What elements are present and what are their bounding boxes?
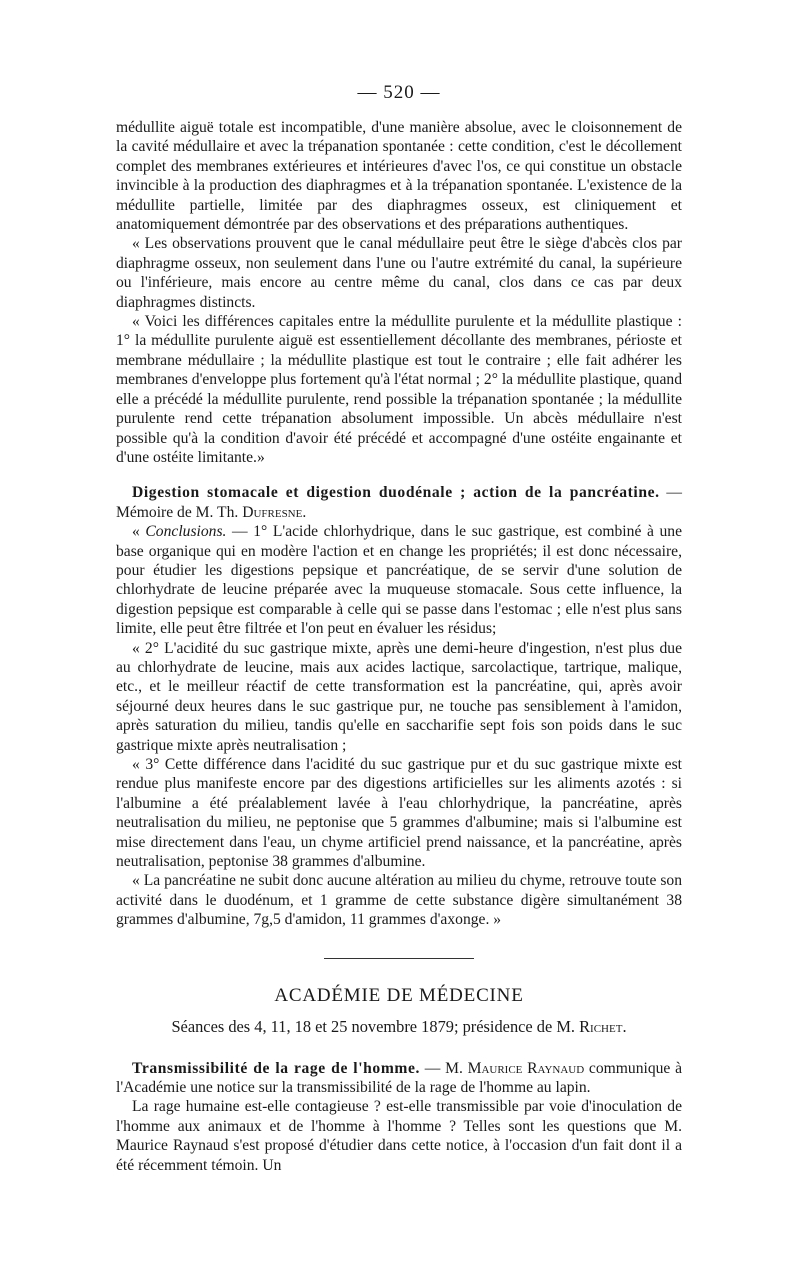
digestion-conclusions	[116, 522, 682, 638]
paragraph: médullite aiguë totale est incompatible, d'une manière absolue, avec le cloisonnement de la cavité médullaire et avec la trépanation spontanée : cette condition, c'est le décollement complet des membranes extérieures et intérieures d'avec l'os, ce qui constitue un obstacle invincible à la production des diaphragmes et à la trépanation spontanée. L'existence de la médullite partielle, limitée par des diaphragmes osseux, est cliniquement et anatomiquement démontrée par des observations et des préparations authentiques.	[116, 119, 682, 234]
digestion-byline-end: .	[302, 503, 307, 521]
section-divider	[324, 958, 474, 959]
rage-article-lead	[116, 1059, 682, 1098]
paragraph: La rage humaine est-elle contagieuse ? est-elle transmissible par voie d'inoculation de l'homme aux animaux et de l'homme à l'homme ? Telles sont les questions que M. Maurice Raynaud s'est proposé d'étudier dans cette notice, à l'occasion d'un fait dont il a été récemment témoin. Un	[116, 1098, 682, 1174]
digestion-byline: — Mémoire de M. Th.	[116, 484, 682, 521]
rage-author: Maurice Raynaud	[467, 1059, 585, 1077]
rage-text: communique à l'Académie une notice sur la transmissibilité de la rage de l'homme au lapin.	[116, 1059, 683, 1097]
rage-article-title: Transmissibilité de la rage de l'homme.	[132, 1059, 421, 1077]
paragraph: « Voici les différences capitales entre la médullite purulente et la médullite plastique : 1° la médullite purulente aiguë est essentiellement décollante des membranes, périoste et membrane médullaire ; la médullite plastique est tout le contraire ; elle fait adhérer les membranes d'enveloppe plus fortement qu'à l'état normal ; 2° la médullite plastique, quand elle a précédé la médullite purulente, rend possible la trépanation spontanée ; la médullite purulente rend cette trépanation absolument impossible. Un abcès médullaire n'est possible qu'à la condition d'avoir été précédé et accompagné d'une ostéite engainante et d'une ostéite limitante.»	[116, 313, 682, 466]
paragraph: « 3° Cette différence dans l'acidité du suc gastrique pur et du suc gastrique mixte est rendue plus manifeste encore par des digestions artificielles sur les aliments azotés : si l'albumine a été préalablement lavée à l'eau chlorhydrique, la pancréatine, après neutralisation du milieu, ne peptonise que 5 grammes d'albumine; mais si l'albumine est mise directement dans l'eau, un chyme artificiel prend naissance, et la pancréatine, après neutralisation, peptonise 38 grammes d'albumine.	[116, 756, 682, 871]
digestion-author: Dufresne	[242, 503, 303, 521]
session-line	[116, 1017, 682, 1037]
section-title: ACADÉMIE DE MÉDECINE	[274, 984, 524, 1006]
conclusions-open-quote: «	[132, 523, 146, 541]
document-page	[116, 82, 682, 1175]
rage-dash: — M.	[420, 1059, 468, 1077]
digestion-article-title: Digestion stomacale et digestion duodénale ; action de la pancréatine.	[132, 484, 660, 502]
digestion-article-lead	[116, 483, 682, 522]
session-end: .	[622, 1016, 627, 1036]
conclusions-text: — 1° L'acide chlorhydrique, dans le suc gastrique, est combiné à une base organique qui en modère l'action et en change les propriétés; il est donc nécessaire, pour étudier les digestions pepsique et pancréatique, de se servir d'une solution de chlorhydrate de leucine préparée avec la muqueuse stomacale. Sous cette influence, la digestion pepsique est comparable à celle qui se passe dans l'estomac ; elle n'est plus sans limite, elle peut être filtrée et l'on peut en évaluer les résidus;	[116, 523, 682, 638]
paragraph: « La pancréatine ne subit donc aucune altération au milieu du chyme, retrouve toute son activité dans le duodénum, et 1 gramme de cette substance digère simultanément 38 grammes d'albumine, 7g,5 d'amidon, 11 grammes d'axonge. »	[116, 872, 682, 929]
page-number: — 520 —	[357, 82, 441, 103]
session-text: Séances des 4, 11, 18 et 25 novembre 1879; présidence de M.	[171, 1016, 580, 1036]
paragraph: « Les observations prouvent que le canal médullaire peut être le siège d'abcès clos par diaphragme osseux, non seulement dans l'une ou l'autre extrémité du canal, la supérieure ou l'inférieure, mais encore au centre même du canal, clos dans ce cas par deux diaphragmes distincts.	[116, 235, 682, 311]
session-president: Richet	[579, 1016, 623, 1036]
conclusions-label: Conclusions.	[145, 523, 227, 541]
paragraph: « 2° L'acidité du suc gastrique mixte, après une demi-heure d'ingestion, n'est plus due au chlorhydrate de leucine, mais aux acides lactique, sarcolactique, tartrique, malique, etc., et le meilleur réactif de cette transformation est la pancréatine, qui, après avoir séjourné deux heures dans le suc gastrique pur, ne touche pas sensiblement à l'amidon, après saturation du milieu, tandis qu'elle en saccharifie sept fois son poids dans le suc gastrique mixte après neutralisation ;	[116, 639, 682, 754]
